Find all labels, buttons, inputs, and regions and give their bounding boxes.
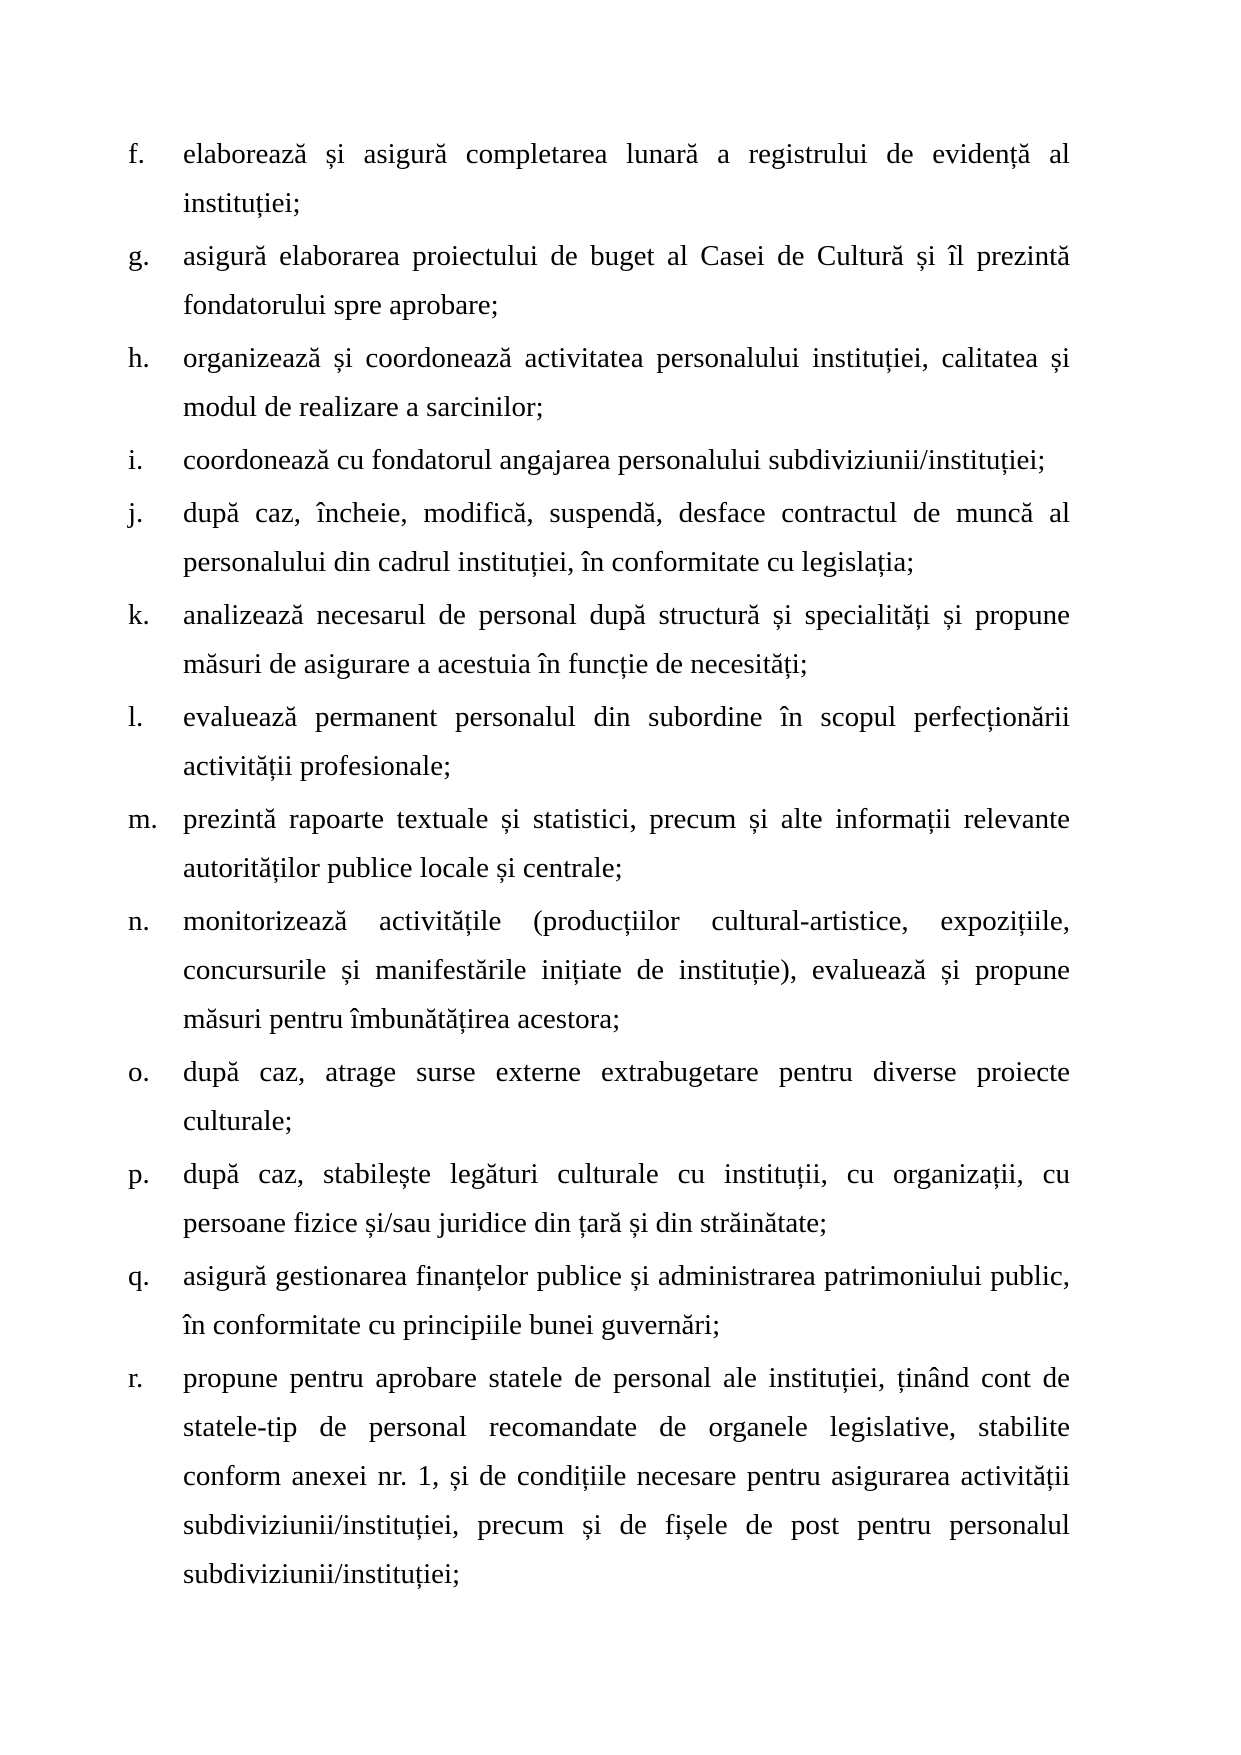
list-item-marker: q. bbox=[128, 1260, 150, 1292]
list-item-marker: i. bbox=[128, 444, 144, 476]
list-item-text: după caz, stabilește legături culturale cu instituții, cu organizații, cu persoane fizice și/sau juridice din țară și din străinătate; bbox=[183, 1158, 1070, 1239]
list-item-marker: h. bbox=[128, 342, 150, 374]
list-item-marker: k. bbox=[128, 599, 150, 631]
list-item-text: asigură gestionarea finanțelor publice și administrarea patrimoniului public, în conformitate cu principiile bunei guvernări; bbox=[183, 1260, 1070, 1341]
list-item-marker: r. bbox=[128, 1362, 144, 1394]
list-item-text: monitorizează activitățile (producțiilor cultural-artistice, expozițiile, concursurile și manifestările inițiate de instituție), evaluează și propune măsuri pentru îmbunătățirea acestora; bbox=[183, 905, 1070, 1035]
list-item-marker: l. bbox=[128, 701, 144, 733]
list-item-text: analizează necesarul de personal după structură și specialități și propune măsuri de asigurare a acestuia în funcție de necesități; bbox=[183, 599, 1070, 680]
list-item-text: elaborează și asigură completarea lunară a registrului de evidență al instituției; bbox=[183, 138, 1070, 219]
list-item-text: organizează și coordonează activitatea personalului instituției, calitatea și modul de realizare a sarcinilor; bbox=[183, 342, 1070, 423]
list-item-text: coordonează cu fondatorul angajarea personalului subdiviziunii/instituției; bbox=[183, 444, 1046, 476]
list-item-marker: g. bbox=[128, 240, 150, 272]
list-item-marker: m. bbox=[128, 803, 158, 835]
list-item bbox=[128, 1354, 1070, 1599]
list-item-text: după caz, încheie, modifică, suspendă, desface contractul de muncă al personalului din cadrul instituției, în conformitate cu legislația; bbox=[183, 497, 1070, 578]
list-item bbox=[128, 1048, 1070, 1146]
list-item bbox=[128, 1252, 1070, 1350]
list-item-text: după caz, atrage surse externe extrabugetare pentru diverse proiecte culturale; bbox=[183, 1056, 1070, 1137]
list-item-text: evaluează permanent personalul din subordine în scopul perfecționării activității profesionale; bbox=[183, 701, 1070, 782]
list-item-text: prezintă rapoarte textuale și statistici, precum și alte informații relevante autorităților publice locale și centrale; bbox=[183, 803, 1070, 884]
list-item bbox=[128, 489, 1070, 587]
list-item bbox=[128, 334, 1070, 432]
lettered-list bbox=[128, 130, 1070, 1599]
list-item bbox=[128, 130, 1070, 228]
list-item-text: propune pentru aprobare statele de personal ale instituției, ținând cont de statele-tip de personal recomandate de organele legislative, stabilite conform anexei nr. 1, și de condițiile necesare pentru asigurarea activității subdiviziunii/instituției, precum și de fișele de post pentru personalul subdiviziunii/instituției; bbox=[183, 1362, 1070, 1590]
list-item bbox=[128, 232, 1070, 330]
list-item-marker: j. bbox=[128, 497, 144, 529]
list-item bbox=[128, 693, 1070, 791]
list-item-marker: p. bbox=[128, 1158, 150, 1190]
list-item bbox=[128, 591, 1070, 689]
list-item bbox=[128, 1150, 1070, 1248]
list-item-marker: o. bbox=[128, 1056, 150, 1088]
list-item-text: asigură elaborarea proiectului de buget al Casei de Cultură și îl prezintă fondatorului spre aprobare; bbox=[183, 240, 1070, 321]
list-item bbox=[128, 436, 1070, 485]
list-item bbox=[128, 795, 1070, 893]
list-item-marker: n. bbox=[128, 905, 150, 937]
list-item bbox=[128, 897, 1070, 1044]
list-item-marker: f. bbox=[128, 138, 145, 170]
